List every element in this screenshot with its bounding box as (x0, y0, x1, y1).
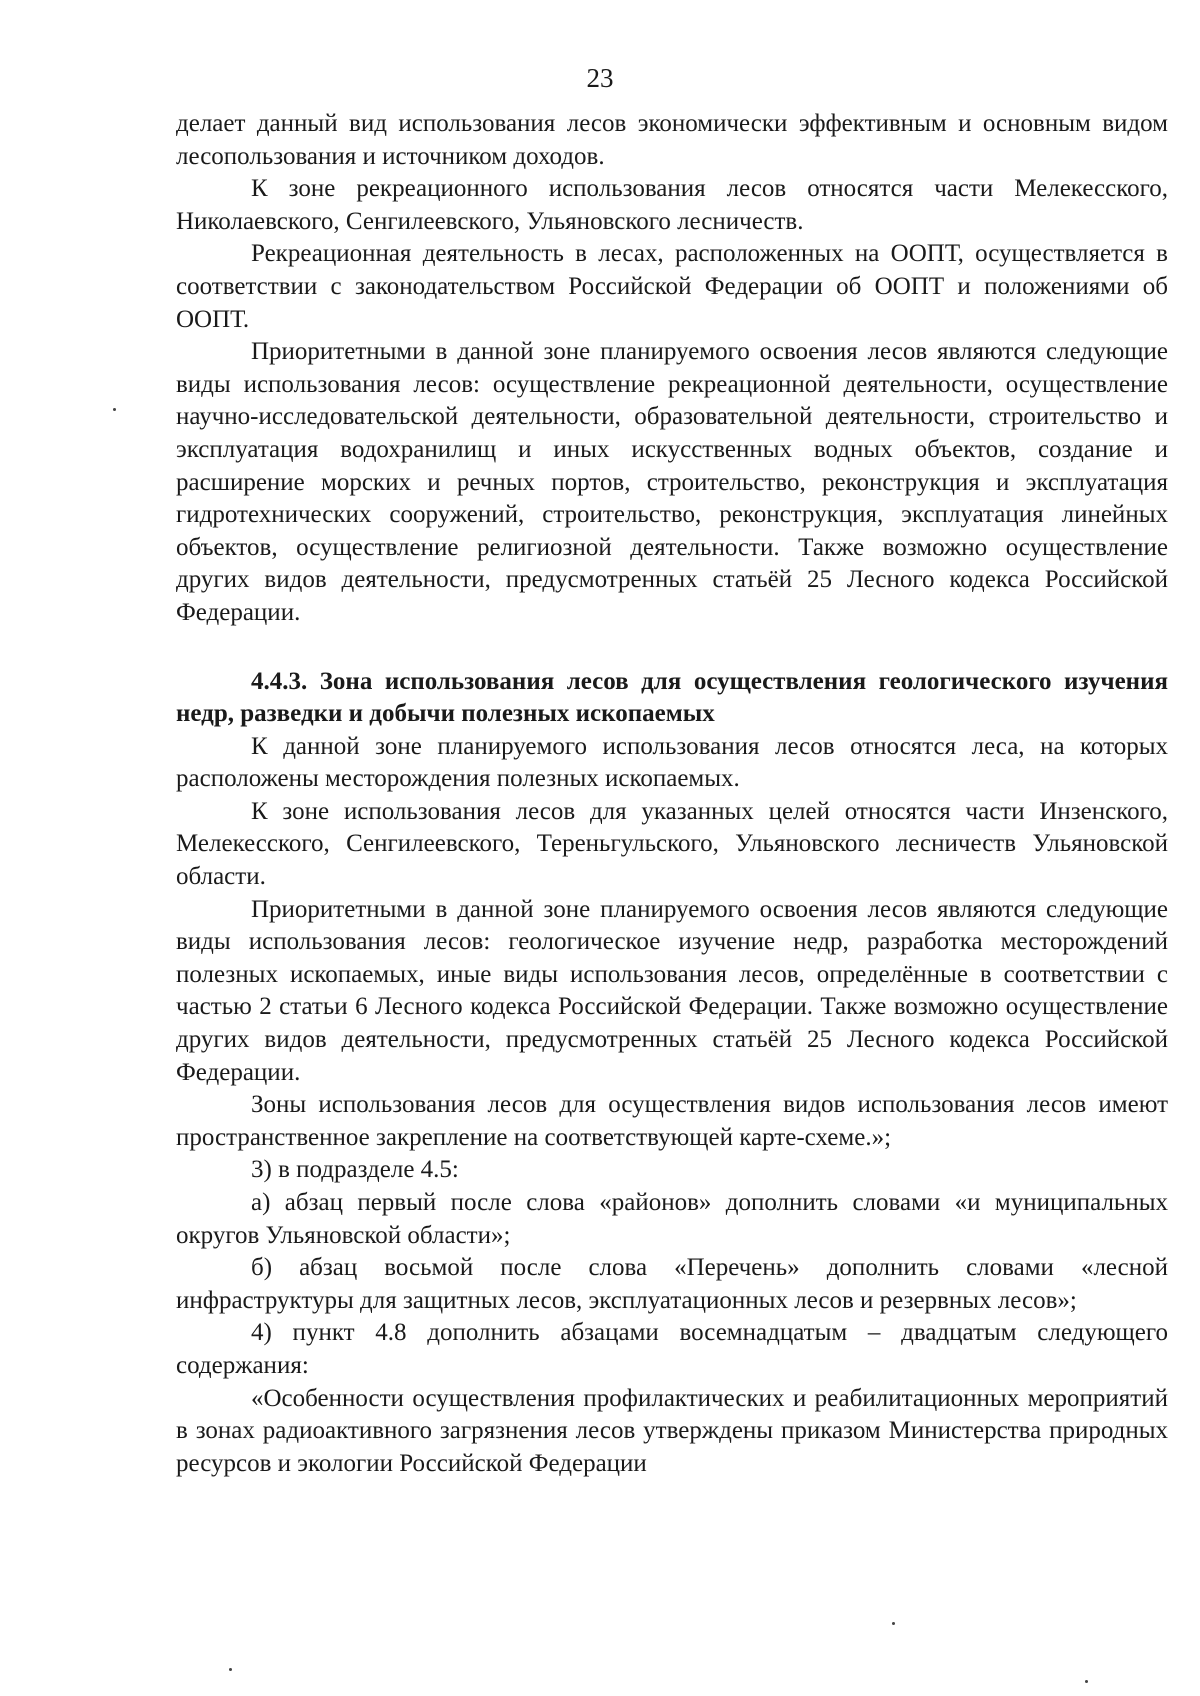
paragraph: «Особенности осуществления профилактических и реабилитационных мероприятий в зонах радиоактивного загрязнения лесов утверждены приказом Министерства природных ресурсов и экологии Российской Федерации (176, 1384, 1168, 1477)
document-body (176, 108, 1168, 1480)
paragraph: б) абзац восьмой после слова «Перечень» дополнить словами «лесной инфраструктуры для защитных лесов, эксплуатационных лесов и резервных лесов»; (176, 1254, 1168, 1314)
page-number: 23 (586, 63, 614, 93)
paragraph: К зоне использования лесов для указанных целей относятся части Инзенского, Мелекесского, Сенгилеевского, Тереньгульского, Ульяновского лесничеств Ульяновской области. (176, 797, 1168, 891)
scan-speck (229, 1668, 232, 1671)
paragraph: делает данный вид использования лесов экономически эффективным и основным видом лесопользования и источником доходов. (176, 110, 1168, 170)
scan-speck (892, 1622, 895, 1625)
paragraph: 4) пункт 4.8 дополнить абзацами восемнадцатым – двадцатым следующего содержания: (176, 1319, 1168, 1379)
paragraph: Рекреационная деятельность в лесах, расположенных на ООПТ, осуществляется в соответствии с законодательством Российской Федерации об ООПТ и положениями об ООПТ. (176, 240, 1168, 333)
paragraph: Зоны использования лесов для осуществления видов использования лесов имеют пространственное закрепление на соответствующей карте-схеме.»; (176, 1091, 1168, 1151)
paragraph: К зоне рекреационного использования лесов относятся части Мелекесского, Николаевского, Сенгилеевского, Ульяновского лесничеств. (176, 175, 1168, 235)
paragraph: К данной зоне планируемого использования лесов относятся леса, на которых расположены месторождения полезных ископаемых. (176, 732, 1168, 793)
scan-speck (113, 408, 116, 411)
scan-speck (1085, 1680, 1088, 1683)
paragraph: а) абзац первый после слова «районов» дополнить словами «и муниципальных округов Ульяновской области»; (176, 1189, 1168, 1249)
section-spacer (176, 630, 1168, 666)
paragraph: Приоритетными в данной зоне планируемого освоения лесов являются следующие виды использования лесов: геологическое изучение недр, разработка месторождений полезных ископаемых, иные виды использования лесов, определённые в соответствии с частью 2 статьи 6 Лесного кодекса Российской Федерации. Также возможно осуществление других видов деятельности, предусмотренных статьёй 25 Лесного кодекса Российской Федерации. (176, 895, 1168, 1086)
paragraph: 3) в подразделе 4.5: (251, 1156, 459, 1184)
paragraph: Приоритетными в данной зоне планируемого освоения лесов являются следующие виды использования лесов: осуществление рекреационной деятельности, осуществление научно-исследовательской деятельности, образовательной деятельности, строительство и эксплуатация водохранилищ и иных искусственных водных объектов, создание и расширение морских и речных портов, строительство, реконструкция и эксплуатация гидротехнических сооружений, строительство, реконструкция, эксплуатация линейных объектов, осуществление религиозной деятельности. Также возможно осуществление других видов деятельности, предусмотренных статьёй 25 Лесного кодекса Российской Федерации. (176, 338, 1168, 626)
section-heading: 4.4.3. Зона использования лесов для осуществления геологического изучения недр, разведки и добычи полезных ископаемых (176, 667, 1168, 728)
